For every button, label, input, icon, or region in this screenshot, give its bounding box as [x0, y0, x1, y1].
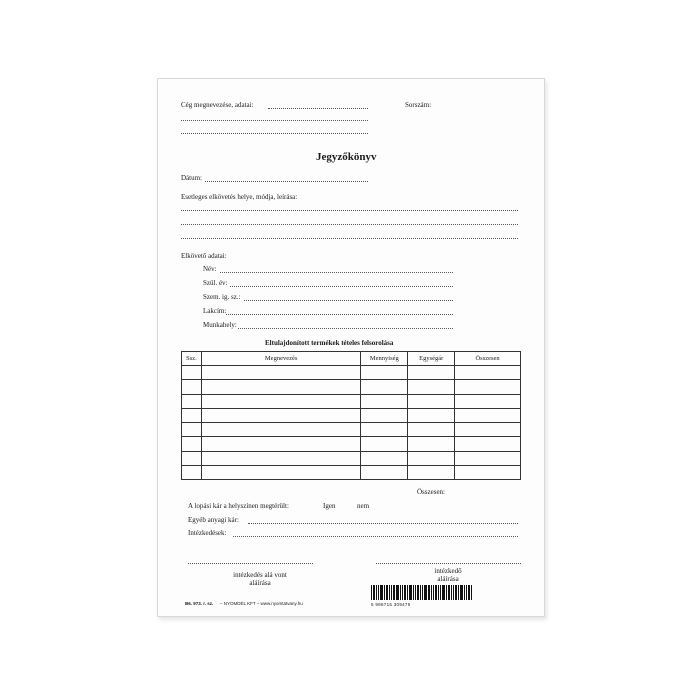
signature-right-caption-2: aláírása — [437, 575, 459, 583]
barcode-bar — [415, 585, 416, 600]
date-line[interactable] — [205, 181, 368, 182]
barcode-bar — [402, 585, 403, 600]
offender-heading: Elkövető adatai: — [181, 252, 227, 260]
table-cell[interactable] — [455, 466, 521, 480]
publisher-text: – NYOMDÉL KFT – www.nyomtatvany.hu — [220, 601, 303, 606]
barcode-bar — [393, 585, 395, 600]
table-cell[interactable] — [361, 408, 408, 422]
table-cell[interactable] — [408, 366, 455, 380]
table-row — [182, 394, 521, 408]
form-title: Jegyzőkönyv — [316, 151, 377, 163]
table-cell[interactable] — [182, 451, 202, 465]
barcode-bar — [442, 585, 445, 600]
form-code: B6. 973. r. sz. — [185, 601, 214, 606]
form-sheet — [157, 78, 545, 617]
items-table — [181, 351, 521, 480]
date-label: Dátum: — [181, 174, 202, 182]
offender-birth-year-label: Szül. év: — [203, 279, 228, 287]
measures-label: Intézkedések: — [188, 529, 227, 537]
signature-right-line[interactable] — [376, 563, 521, 564]
table-cell[interactable] — [201, 366, 360, 380]
signature-left-caption-1: intézkedés alá vont — [233, 571, 287, 579]
incident-line-3[interactable] — [181, 238, 518, 239]
table-cell[interactable] — [408, 408, 455, 422]
table-cell[interactable] — [361, 380, 408, 394]
serial-label: Sorszám: — [405, 101, 432, 109]
table-cell[interactable] — [182, 408, 202, 422]
offender-name-label: Név: — [203, 265, 217, 273]
table-cell[interactable] — [455, 394, 521, 408]
barcode-bar — [466, 585, 467, 600]
table-cell[interactable] — [408, 437, 455, 451]
barcode-bar — [468, 585, 470, 600]
table-cell[interactable] — [361, 451, 408, 465]
table-cell[interactable] — [361, 466, 408, 480]
table-cell[interactable] — [361, 437, 408, 451]
signature-left-line[interactable] — [188, 563, 313, 564]
barcode-bar — [404, 585, 406, 600]
barcode-bar — [428, 585, 430, 600]
barcode — [371, 585, 473, 600]
table-cell[interactable] — [408, 451, 455, 465]
table-cell[interactable] — [361, 366, 408, 380]
table-cell[interactable] — [182, 366, 202, 380]
barcode-bar — [460, 585, 463, 600]
barcode-bar — [453, 585, 454, 600]
table-cell[interactable] — [361, 423, 408, 437]
table-cell[interactable] — [455, 451, 521, 465]
table-cell[interactable] — [408, 466, 455, 480]
column-header-total: Összesen — [455, 352, 521, 366]
signature-right-caption-1: intézkedő — [434, 567, 462, 575]
barcode-bar — [422, 585, 423, 600]
barcode-bar — [464, 585, 465, 600]
items-table-title: Eltulajdonított termékek tételes felsorolása — [265, 339, 394, 347]
table-cell[interactable] — [408, 394, 455, 408]
barcode-bar — [376, 585, 377, 600]
table-row — [182, 451, 521, 465]
table-row — [182, 366, 521, 380]
table-cell[interactable] — [182, 394, 202, 408]
barcode-bar — [417, 585, 419, 600]
measures-line[interactable] — [233, 536, 518, 537]
other-damage-label: Egyéb anyagi kár: — [188, 516, 239, 524]
table-row — [182, 380, 521, 394]
barcode-bar — [420, 585, 421, 600]
barcode-bar — [389, 585, 390, 600]
table-cell[interactable] — [455, 423, 521, 437]
offender-address-line[interactable] — [226, 314, 453, 315]
table-cell[interactable] — [182, 380, 202, 394]
recovered-yes-option[interactable]: Igen — [323, 502, 336, 510]
offender-address-label: Lakcím: — [203, 307, 227, 315]
incident-label: Esetleges elkövetés helye, módja, leírása: — [181, 193, 298, 201]
recovered-no-option[interactable]: nem — [357, 502, 370, 510]
company-label: Cég megnevezése, adatai: — [181, 101, 254, 109]
column-header-quantity: Mennyiség — [361, 352, 408, 366]
company-line-2[interactable] — [181, 120, 368, 121]
column-header-name: Megnevezés — [201, 352, 360, 366]
barcode-bar — [471, 585, 472, 600]
company-line-1[interactable] — [268, 108, 368, 109]
table-cell[interactable] — [201, 466, 360, 480]
barcode-number: 5 998715 309475 — [371, 602, 411, 607]
company-line-3[interactable] — [181, 133, 368, 134]
barcode-bar — [455, 585, 457, 600]
barcode-bar — [458, 585, 459, 600]
table-cell[interactable] — [455, 408, 521, 422]
barcode-bar — [448, 585, 450, 600]
barcode-bar — [409, 585, 412, 600]
recovered-label: A lopási kár a helyszínen megtérült: — [188, 502, 289, 510]
table-cell[interactable] — [201, 423, 360, 437]
table-cell[interactable] — [201, 437, 360, 451]
table-row — [182, 423, 521, 437]
barcode-bar — [400, 585, 401, 600]
table-cell[interactable] — [201, 408, 360, 422]
table-cell[interactable] — [455, 380, 521, 394]
offender-workplace-label: Munkahely: — [203, 321, 237, 329]
barcode-bar — [384, 585, 385, 600]
table-row — [182, 408, 521, 422]
offender-name-line[interactable] — [220, 272, 453, 273]
table-cell[interactable] — [408, 380, 455, 394]
incident-line-2[interactable] — [181, 224, 518, 225]
table-cell[interactable] — [455, 437, 521, 451]
barcode-bar — [451, 585, 452, 600]
column-header-unit-price: Egységár — [408, 352, 455, 366]
barcode-bar — [386, 585, 388, 600]
table-cell[interactable] — [182, 466, 202, 480]
barcode-bar — [413, 585, 414, 600]
table-cell[interactable] — [408, 423, 455, 437]
barcode-bar — [438, 585, 439, 600]
barcode-bar — [407, 585, 408, 600]
table-cell[interactable] — [455, 366, 521, 380]
signature-left-caption-2: aláírása — [249, 579, 271, 587]
barcode-bar — [440, 585, 441, 600]
barcode-bar — [435, 585, 437, 600]
barcode-bar — [371, 585, 372, 600]
barcode-bar — [431, 585, 432, 600]
offender-birth-year-line[interactable] — [230, 286, 453, 287]
table-row — [182, 437, 521, 451]
barcode-bar — [391, 585, 392, 600]
offender-workplace-line[interactable] — [238, 328, 453, 329]
table-cell[interactable] — [201, 380, 360, 394]
total-label: Összesen: — [417, 488, 445, 496]
table-cell[interactable] — [201, 451, 360, 465]
incident-line-1[interactable] — [181, 210, 518, 211]
table-cell[interactable] — [361, 394, 408, 408]
barcode-bar — [446, 585, 447, 600]
barcode-bar — [380, 585, 383, 600]
table-cell[interactable] — [182, 423, 202, 437]
barcode-bar — [373, 585, 375, 600]
barcode-bar — [424, 585, 427, 600]
barcode-bar — [433, 585, 434, 600]
other-damage-line[interactable] — [248, 523, 518, 524]
table-row — [182, 466, 521, 480]
offender-id-line[interactable] — [244, 300, 453, 301]
barcode-bar — [396, 585, 399, 600]
table-cell[interactable] — [182, 437, 202, 451]
barcode-bar — [378, 585, 379, 600]
offender-id-label: Szem. ig. sz.: — [203, 293, 241, 301]
column-header-index: Ssz. — [182, 352, 202, 366]
table-cell[interactable] — [201, 394, 360, 408]
